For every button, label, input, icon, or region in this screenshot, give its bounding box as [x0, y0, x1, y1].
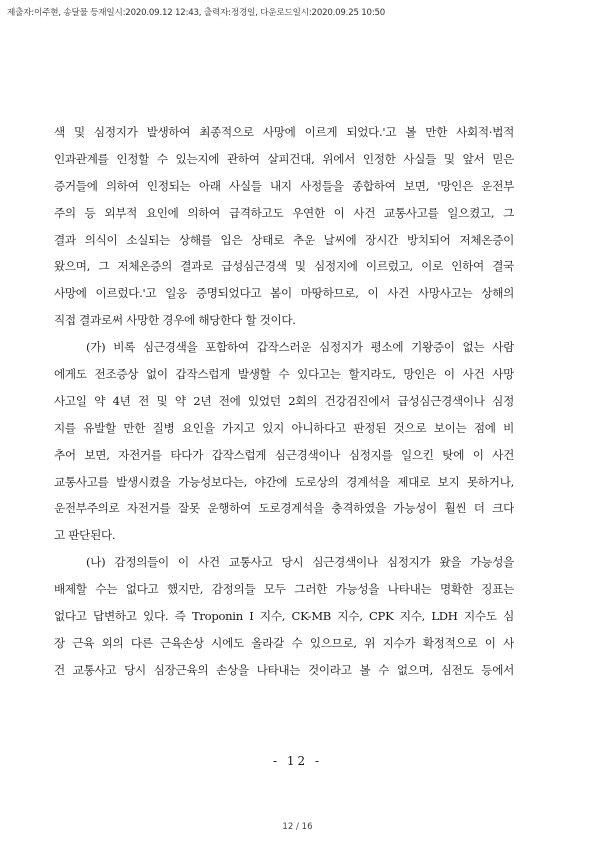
page-number: - 12 -	[272, 754, 322, 768]
paragraph-na-first-line: (나) 감정의들이 이 사건 교통사고 당시 심근경색이나 심정지가 왔을 가능성을	[86, 555, 514, 570]
document-body	[54, 119, 514, 684]
download-metadata-header: 제출자:이주현, 송달물 등재일시:2020.09.12 12:43, 출력자:정경일, 다운로드일시:2020.09.25 10:50	[7, 8, 386, 18]
paragraph-ga-first-line: (가) 비록 심근경색을 포함하여 갑작스러운 심정지가 평소에 기왕증이 없는 사람	[86, 340, 514, 355]
body-line: 사고일 약 4년 전 및 약 2년 전에 있었던 2회의 건강검진에서 급성심근경색이나 심정	[54, 393, 514, 408]
body-line: 고 판단된다.	[54, 528, 116, 543]
body-line: 직접 결과로써 사망한 경우에 해당한다 할 것이다.	[54, 313, 296, 328]
body-line: 증거들에 의하여 인정되는 아래 사실들 내지 사정들을 종합하여 보면, '망인은 운전부	[54, 178, 514, 193]
page-counter: 12 / 16	[282, 822, 313, 832]
body-line: 없다고 답변하고 있다. 즉 Troponin I 지수, CK-MB 지수, CPK 지수, LDH 지수도 심	[54, 609, 514, 624]
body-line: 지를 유발할 만한 질병 요인을 가지고 있지 아니하다고 판정된 것으로 보이는 점에 비	[54, 420, 514, 435]
body-line: 배제할 수는 없다고 했지만, 감정의들 모두 그러한 가능성을 나타내는 명확한 징표는	[54, 582, 514, 597]
body-line: 사망에 이르렀다.'고 일응 증명되었다고 봄이 마땅하므로, 이 사건 사망사고는 상해의	[54, 286, 514, 301]
body-line: 에게도 전조증상 없이 갑작스럽게 발생할 수 있다고는 할지라도, 망인은 이 사건 사망	[54, 367, 514, 382]
body-line: 운전부주의로 자전거를 잘못 운행하여 도로경계석을 충격하였을 가능성이 훨씬 더 크다	[54, 501, 514, 516]
body-line: 색 및 심정지가 발생하여 최종적으로 사망에 이르게 되었다.'고 볼 만한 사회적·법적	[54, 125, 514, 139]
body-line: 장 근육 외의 다른 근육손상 시에도 올라갈 수 있으므로, 위 지수가 확정적으로 이 사	[54, 635, 514, 650]
body-line: 인과관계를 인정할 수 있는지에 관하여 살피건대, 위에서 인정한 사실들 및 앞서 믿은	[54, 151, 514, 166]
body-line: 왔으며, 그 저체온증의 결과로 급성심근경색 및 심정지에 이르렀고, 이로 인하여 결국	[54, 259, 514, 274]
body-line: 결과 의식이 소실되는 상해를 입은 상태로 추운 날씨에 장시간 방치되어 저체온증이	[54, 232, 514, 247]
body-line: 교통사고를 발생시켰을 가능성보다는, 야간에 도로상의 경계석을 제대로 보지 못하거나,	[54, 474, 514, 489]
body-line: 건 교통사고 당시 심장근육의 손상을 나타내는 것이라고 볼 수 없으며, 심전도 등에서	[54, 662, 514, 677]
body-line: 주의 등 외부적 요인에 의하여 급격하고도 우연한 이 사건 교통사고를 일으켰고, 그	[54, 205, 514, 220]
body-line: 추어 보면, 자전거를 타다가 갑작스럽게 심근경색이나 심정지를 일으킨 탓에 이 사건	[54, 447, 514, 462]
